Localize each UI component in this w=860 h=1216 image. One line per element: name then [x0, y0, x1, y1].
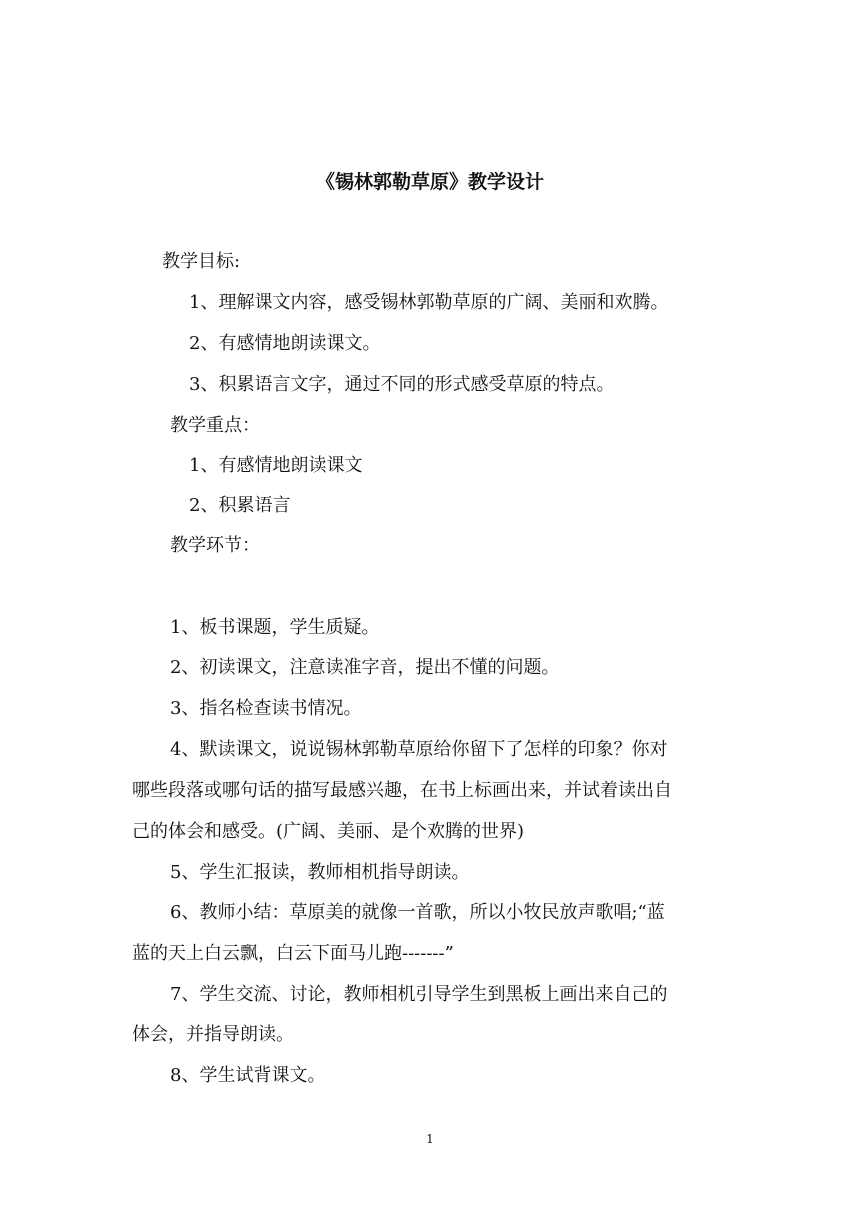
step-item: 3、指名检查读书情况。	[170, 698, 362, 719]
document-title: 《锡林郭勒草原》教学设计	[315, 171, 544, 193]
step-item-continuation: 体会，并指导朗读。	[132, 1024, 294, 1045]
goal-item: 2、有感情地朗读课文。	[189, 333, 381, 354]
step-item: 2、初读课文，注意读准字音，提出不懂的问题。	[170, 657, 560, 678]
step-item: 7、学生交流、讨论，教师相机引导学生到黑板上画出来自己的	[170, 984, 668, 1005]
key-point-item: 2、积累语言	[189, 495, 291, 516]
steps-heading: 教学环节：	[170, 535, 260, 556]
goal-item: 1、理解课文内容，感受锡林郭勒草原的广阔、美丽和欢腾。	[189, 292, 669, 313]
step-item: 4、默读课文，说说锡林郭勒草原给你留下了怎样的印象？你对	[170, 739, 668, 760]
step-item: 6、教师小结：草原美的就像一首歌，所以小牧民放声歌唱;“蓝	[170, 902, 665, 923]
step-item-continuation: 哪些段落或哪句话的描写最感兴趣，在书上标画出来，并试着读出自	[132, 780, 672, 801]
step-item: 5、学生汇报读，教师相机指导朗读。	[170, 862, 470, 883]
goals-heading: 教学目标:	[162, 251, 241, 272]
goal-item: 3、积累语言文字，通过不同的形式感受草原的特点。	[189, 374, 615, 395]
step-item: 8、学生试背课文。	[170, 1065, 326, 1086]
key-point-item: 1、有感情地朗读课文	[189, 455, 363, 476]
page-number: 1	[426, 1132, 434, 1146]
step-item-continuation: 蓝的天上白云飘，白云下面马儿跑-------”	[132, 943, 454, 964]
step-item-continuation: 己的体会和感受。(广阔、美丽、是个欢腾的世界)	[132, 821, 525, 842]
key-points-heading: 教学重点：	[170, 415, 260, 436]
step-item: 1、板书课题，学生质疑。	[170, 617, 380, 638]
